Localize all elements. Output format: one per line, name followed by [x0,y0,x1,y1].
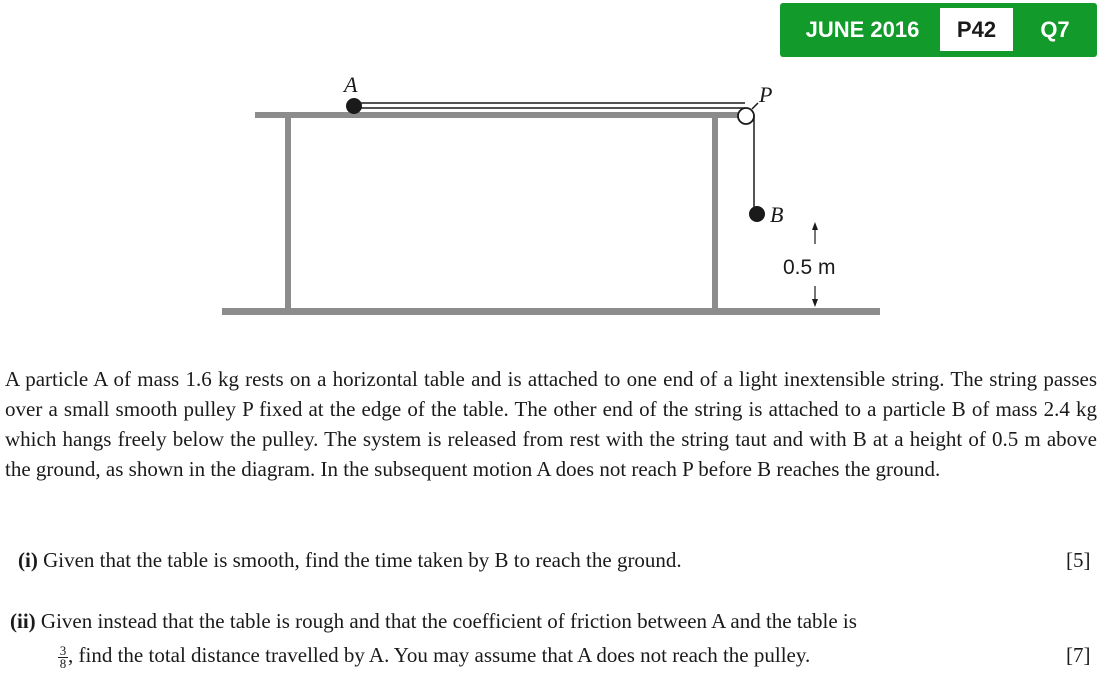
table-leg-right [712,118,718,308]
part-ii [10,606,857,636]
question-stem: A particle A of mass 1.6 kg rests on a horizontal table and is attached to one end of a light inextensible string. The string passes over a small smooth pulley P fixed at the edge of the table. The other end of the string is attached to a particle B of mass 2.4 kg which hangs freely below the pulley. The system is released from rest with the string taut and with B at a height of 0.5 m above the ground, as shown in the diagram. In the subsequent motion A does not reach P before B reaches the ground. [5,367,1097,481]
label-p: P [759,82,773,107]
paper-label: P42 [940,8,1013,51]
label-a: A [344,72,358,97]
particle-a [346,98,362,114]
part-i [18,545,682,575]
label-b: B [770,202,784,227]
friction-coefficient-fraction: $\frac{3}{8}$ [59,642,67,671]
session-label: JUNE 2016 [805,17,920,42]
table-top [255,112,750,118]
pulley [738,108,754,124]
particle-b [749,206,765,222]
height-label: 0.5 m [783,256,836,279]
table-leg-left [285,118,291,308]
part-ii-text-line2: , find the total distance travelled by A. You may assume that A does not reach the pulley. [68,643,811,667]
part-ii-number: (ii) [10,609,36,633]
part-ii-text-line1: Given instead that the table is rough and that the coefficient of friction between A and the table is [40,609,857,633]
part-i-text: Given that the table is smooth, find the time taken by B to reach the ground. [43,548,682,572]
part-ii-marks: [7] [1066,643,1091,667]
ground [222,308,880,315]
part-i-marks: [5] [1066,548,1091,572]
part-ii-line2 [58,640,810,670]
pulley-bracket [752,103,758,109]
question-number-label: Q7 [1040,17,1070,42]
part-i-number: (i) [18,548,38,572]
